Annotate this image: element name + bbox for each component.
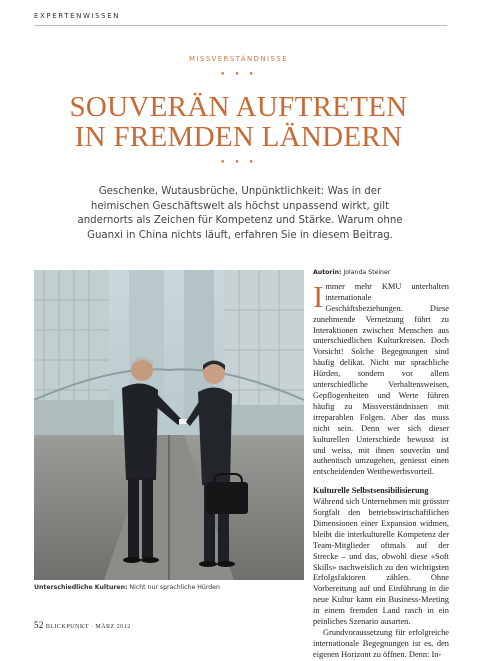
body-paragraph-3: Grundvoraussetzung für erfolgreiche internationale Begegnungen ist es, den eigenen Horizont zu öffnen. Denn: In- <box>313 628 449 659</box>
lead-line-1: Geschenke, Wutausbrüche, Unpünktlichkeit: Was in der <box>98 186 382 197</box>
issue-date: MÄRZ 2012 <box>95 623 131 630</box>
author-name: Jolanda Steiner <box>343 269 391 276</box>
article-body <box>313 268 449 661</box>
paragraph-1-text: mmer mehr KMU unterhalten internationale Geschäftsbeziehungen. Diese zunehmende Vernetzung führt zu Interaktionen zwischen Menschen aus unterschiedlichen Kulturkreisen. Doch Vorsicht! Solche Begegnungen sind häufig delikat. Nicht nur sprachliche Hürden, sondern vor allem unterschiedliche Verhaltensweisen, Gepflogenheiten und Werte führen häufig zu Missverständnissen mit irreparablen Folgen. Aber das muss nicht sein. Denn wer sich dieser kulturellen Unterschiede bewusst ist und weiss, mit ihnen souverän und authentisch umzugehen, geniesst einen entscheidenden Wettbewerbsvorteil. <box>313 281 449 477</box>
lead-line-4: Guanxi in China nichts läuft, erfahren Sie in diesem Beitrag. <box>87 229 393 241</box>
section-label: EXPERTENWISSEN <box>34 12 121 20</box>
headline-line-2: IN FREMDEN LÄNDERN <box>74 121 403 153</box>
author-label: Autorin: <box>313 269 342 276</box>
author-line <box>313 268 449 279</box>
page-number: 52 <box>34 620 44 630</box>
page-footer <box>34 620 131 630</box>
drop-cap: I <box>313 278 324 314</box>
article-lead <box>40 185 440 243</box>
ornament-dots-top: • • • <box>220 70 257 80</box>
article-photo <box>34 270 304 580</box>
photo-illustration <box>34 270 304 580</box>
lead-line-3: andernorts als Zeichen für Kompetenz und Stärke. Warum ohne <box>77 215 403 227</box>
photo-caption <box>34 584 220 591</box>
body-subheading: Kulturelle Selbstsensibilisierung <box>313 486 429 496</box>
caption-bold: Unterschiedliche Kulturen: <box>34 584 128 591</box>
caption-text: Nicht nur sprachliche Hürden <box>129 584 220 591</box>
ornament-dots-bottom: • • • <box>220 158 257 168</box>
article-kicker: MISSVERSTÄNDNISSE <box>188 55 289 63</box>
header-rule <box>34 25 447 26</box>
body-paragraph-2: Während sich Unternehmen mit grösster Sorgfalt den betriebswirtschaftlichen Dimensionen einer Expansion widmen, bleibt die interkulturelle Kompetenz der Team-Mitglieder oftmals auf der Strecke – und das, obwohl diese «Soft Skills» nachweislich zu den wichtigsten Erfolgsfaktoren zählen. Ohne Vorbereitung auf und Einführung in die neue Kultur kann ein Business-Meeting in einem fremden Land rasch in ein peinliches Szenario ausarten. <box>313 497 449 627</box>
magazine-name: BLICKPUNKT <box>45 623 89 630</box>
body-paragraph-1 <box>313 278 449 478</box>
canopy-left <box>34 400 114 440</box>
headline-line-1: SOUVERÄN AUFTRETEN <box>69 91 408 123</box>
canopy-right <box>229 405 304 440</box>
business-card <box>179 419 187 424</box>
article-headline <box>0 92 477 152</box>
lead-line-2: heimischen Geschäftswelt als höchst unpassend wirkt, gilt <box>90 200 390 212</box>
footer-separator: · <box>90 623 94 630</box>
